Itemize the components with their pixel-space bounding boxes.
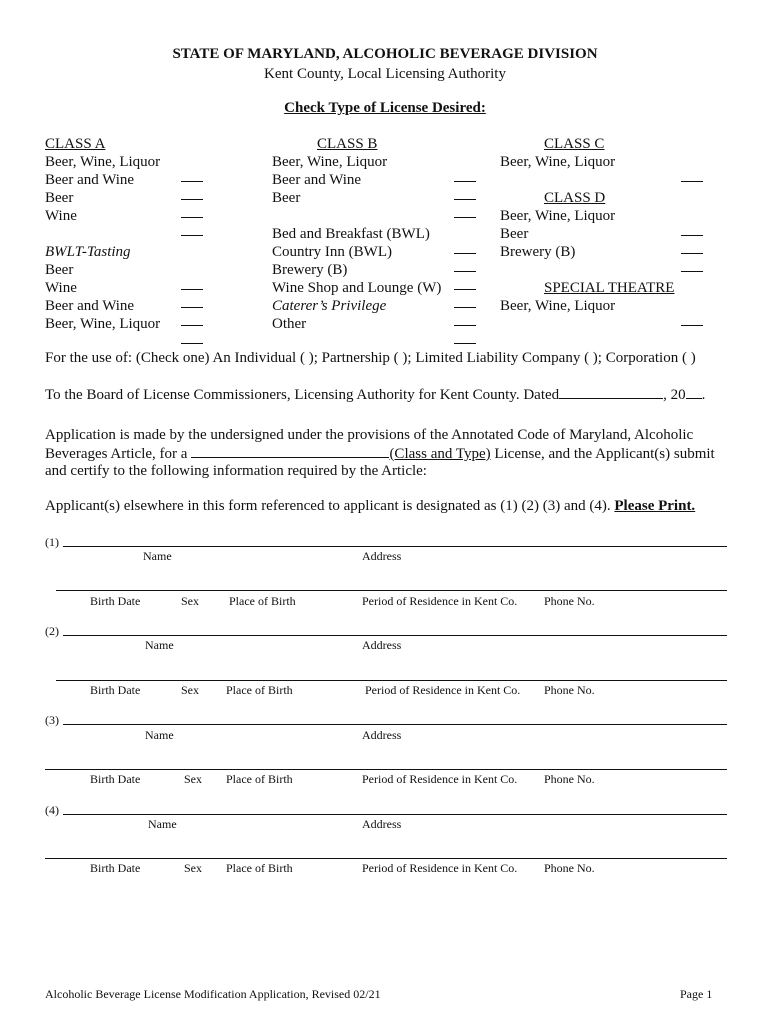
class-b-check-blank[interactable] xyxy=(454,169,476,187)
class-b-check-blank[interactable] xyxy=(454,331,476,349)
application-article-text: Beverages Article, for a xyxy=(45,446,188,462)
sex-label: Sex xyxy=(184,772,202,786)
place-of-birth-label: Place of Birth xyxy=(229,594,296,608)
class-b-check-blank[interactable] xyxy=(454,277,476,295)
bwlt-check-blank[interactable] xyxy=(181,277,203,295)
class-a-check-blank[interactable] xyxy=(181,169,203,187)
birth-date-label: Birth Date xyxy=(90,683,141,697)
residence-period-label: Period of Residence in Kent Co. xyxy=(362,772,518,786)
class-b-check-blank[interactable] xyxy=(454,205,476,223)
applicant-name-address-field[interactable] xyxy=(63,635,727,636)
sex-label: Sex xyxy=(181,683,199,697)
class-b-check-blank[interactable] xyxy=(454,295,476,313)
applicant-number: (3) xyxy=(45,713,59,727)
residence-period-label: Period of Residence in Kent Co. xyxy=(365,683,521,697)
place-of-birth-label: Place of Birth xyxy=(226,683,293,697)
address-label: Address xyxy=(362,549,402,563)
class-a-option-label: Beer, Wine, Liquor xyxy=(45,154,161,170)
special-theatre-heading: SPECIAL THEATRE xyxy=(544,280,675,296)
footer-form-title: Alcoholic Beverage License Modification Application, Revised 02/21 xyxy=(45,987,381,1001)
class-type-field[interactable] xyxy=(191,445,389,458)
class-b-option-label: Beer, Wine, Liquor xyxy=(272,154,388,170)
class-d-option-label: Beer, Wine, Liquor xyxy=(500,208,616,224)
class-c-option-label: Beer, Wine, Liquor xyxy=(500,154,616,170)
sex-label: Sex xyxy=(181,594,199,608)
bwlt-check-blank[interactable] xyxy=(181,313,203,331)
name-label: Name xyxy=(145,638,174,652)
class-a-check-blank[interactable] xyxy=(181,205,203,223)
applicant-type-line: For the use of: (Check one) An Individual ( ); Partnership ( ); Limited Liability Company ( ); Corporation ( ) xyxy=(45,350,696,366)
class-b-option-label: Country Inn (BWL) xyxy=(272,244,392,260)
birth-date-label: Birth Date xyxy=(90,772,141,786)
year-field[interactable] xyxy=(686,386,702,399)
class-b-option-label: Beer xyxy=(272,190,301,206)
applicant-name-address-field[interactable] xyxy=(63,724,727,725)
applicant-details-field[interactable] xyxy=(45,769,727,770)
applicant-number: (4) xyxy=(45,803,59,817)
class-d-option-label: Brewery (B) xyxy=(500,244,576,260)
page-number: Page 1 xyxy=(680,987,713,1001)
applicant-designation-text: Applicant(s) elsewhere in this form referenced to applicant is designated as (1) (2) (3) and (4). xyxy=(45,498,611,514)
bwlt-tasting-heading: BWLT-Tasting xyxy=(45,244,131,260)
license-submit-text: License, and the Applicant(s) submit xyxy=(494,446,715,462)
birth-date-label: Birth Date xyxy=(90,861,141,875)
class-d-heading: CLASS D xyxy=(544,190,606,206)
class-d-check-blank[interactable] xyxy=(681,223,703,241)
class-d-check-blank[interactable] xyxy=(681,259,703,277)
name-label: Name xyxy=(143,549,172,563)
class-c-check-blank[interactable] xyxy=(681,169,703,187)
class-a-check-blank[interactable] xyxy=(181,223,203,241)
applicant-details-field[interactable] xyxy=(56,680,727,681)
class-b-check-blank[interactable] xyxy=(454,187,476,205)
bwlt-option-label: Beer, Wine, Liquor xyxy=(45,316,161,332)
document-title: STATE OF MARYLAND, ALCOHOLIC BEVERAGE DIVISION xyxy=(172,46,598,62)
place-of-birth-label: Place of Birth xyxy=(226,772,293,786)
address-label: Address xyxy=(362,817,402,831)
license-type-heading: Check Type of License Desired: xyxy=(284,100,486,116)
bwlt-check-blank[interactable] xyxy=(181,295,203,313)
phone-label: Phone No. xyxy=(544,594,595,608)
bwlt-option-label: Beer xyxy=(45,262,74,278)
class-d-option-label: Beer xyxy=(500,226,529,242)
applicant-details-field[interactable] xyxy=(45,858,727,859)
application-paragraph-line1: Application is made by the undersigned under the provisions of the Annotated Code of Maryland, Alcoholic xyxy=(45,427,694,443)
class-b-heading: CLASS B xyxy=(317,136,378,152)
residence-period-label: Period of Residence in Kent Co. xyxy=(362,861,518,875)
address-label: Address xyxy=(362,638,402,652)
class-b-check-blank[interactable] xyxy=(454,313,476,331)
dated-field[interactable] xyxy=(559,386,663,399)
phone-label: Phone No. xyxy=(544,861,595,875)
class-c-heading: CLASS C xyxy=(544,136,605,152)
class-b-check-blank[interactable] xyxy=(454,241,476,259)
address-label: Address xyxy=(362,728,402,742)
class-b-option-label: Caterer’s Privilege xyxy=(272,298,387,314)
class-b-check-blank[interactable] xyxy=(454,259,476,277)
please-print-label: Please Print. xyxy=(614,498,696,514)
name-label: Name xyxy=(148,817,177,831)
applicant-number: (1) xyxy=(45,535,59,549)
bwlt-option-label: Wine xyxy=(45,280,77,296)
applicant-designation-line xyxy=(45,498,695,515)
birth-date-label: Birth Date xyxy=(90,594,141,608)
class-b-option-label: Beer and Wine xyxy=(272,172,362,188)
year-prefix: , 20 xyxy=(663,387,686,403)
class-a-option-label: Beer and Wine xyxy=(45,172,135,188)
special-theatre-check-blank[interactable] xyxy=(681,313,703,331)
class-b-option-label: Wine Shop and Lounge (W) xyxy=(272,280,442,296)
class-b-option-label: Brewery (B) xyxy=(272,262,348,278)
board-line: To the Board of License Commissioners, Licensing Authority for Kent County. Dated , 20 . xyxy=(45,387,706,403)
applicant-number: (2) xyxy=(45,624,59,638)
class-type-label: (Class and Type) xyxy=(389,446,491,462)
class-a-option-label: Wine xyxy=(45,208,77,224)
sex-label: Sex xyxy=(184,861,202,875)
class-d-check-blank[interactable] xyxy=(681,241,703,259)
phone-label: Phone No. xyxy=(544,683,595,697)
board-line-text: To the Board of License Commissioners, Licensing Authority for Kent County. Dated xyxy=(45,387,560,403)
bwlt-check-blank[interactable] xyxy=(181,331,203,349)
applicant-name-address-field[interactable] xyxy=(63,814,727,815)
application-paragraph-line2 xyxy=(45,445,715,463)
class-a-check-blank[interactable] xyxy=(181,187,203,205)
residence-period-label: Period of Residence in Kent Co. xyxy=(362,594,518,608)
document-subtitle: Kent County, Local Licensing Authority xyxy=(264,66,506,82)
class-b-option-label: Bed and Breakfast (BWL) xyxy=(272,226,430,242)
bwlt-option-label: Beer and Wine xyxy=(45,298,135,314)
place-of-birth-label: Place of Birth xyxy=(226,861,293,875)
name-label: Name xyxy=(145,728,174,742)
phone-label: Phone No. xyxy=(544,772,595,786)
applicant-details-field[interactable] xyxy=(56,590,727,591)
class-b-option-label: Other xyxy=(272,316,307,332)
class-a-option-label: Beer xyxy=(45,190,74,206)
special-theatre-option-label: Beer, Wine, Liquor xyxy=(500,298,616,314)
applicant-name-address-field[interactable] xyxy=(63,546,727,547)
application-paragraph-line3: and certify to the following information required by the Article: xyxy=(45,463,427,479)
class-a-heading: CLASS A xyxy=(45,136,106,152)
